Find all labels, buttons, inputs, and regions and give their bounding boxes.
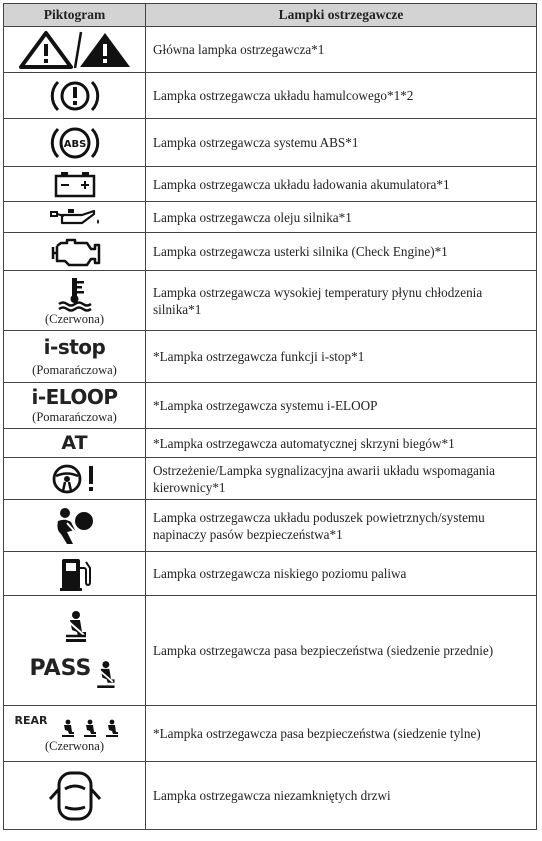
table-row [4, 500, 537, 552]
table-row [4, 202, 537, 233]
coolant-temperature-icon [55, 276, 95, 312]
table-row [4, 271, 537, 331]
pictogram-cell [4, 27, 146, 73]
color-caption: (Czerwona) [45, 311, 104, 326]
color-caption: (Pomarańczowa) [32, 410, 117, 424]
rear-seatbelt-icon [59, 719, 123, 737]
rear-icon-label: REAR [14, 713, 48, 727]
fuel-pump-icon [58, 556, 92, 592]
brake-warning-icon [48, 77, 102, 115]
airbag-icon [53, 506, 97, 546]
description-cell: *Lampka ostrzegawcza funkcji i-stop*1 [146, 331, 537, 383]
at-icon: AT [61, 431, 88, 454]
table-row [4, 429, 537, 458]
pictogram-cell [4, 331, 146, 383]
description-cell: *Lampka ostrzegawcza systemu i-ELOOP [146, 383, 537, 429]
color-caption: (Pomarańczowa) [32, 362, 117, 377]
table-row [4, 383, 537, 429]
warning-lights-table [3, 3, 537, 830]
description-cell: Lampka ostrzegawcza wysokiej temperatury płynu chłodzenia silnika*1 [146, 271, 537, 331]
color-caption: (Czerwona) [45, 738, 104, 753]
table-row [4, 119, 537, 167]
pictogram-cell [4, 500, 146, 552]
pictogram-cell [4, 429, 146, 458]
description-cell: Lampka ostrzegawcza układu ładowania akumulatora*1 [146, 167, 537, 202]
oil-can-icon [48, 206, 102, 228]
description-cell: Lampka ostrzegawcza układu poduszek powietrznych/systemu napinaczy pasów bezpieczeństwa*1 [146, 500, 537, 552]
table-row [4, 27, 537, 73]
pictogram-cell [4, 552, 146, 596]
check-engine-icon [47, 237, 103, 267]
header-warning-lights: Lampki ostrzegawcze [146, 4, 537, 27]
description-cell: Lampka ostrzegawcza niskiego poziomu paliwa [146, 552, 537, 596]
header-pictogram: Piktogram [4, 4, 146, 27]
table-row [4, 233, 537, 271]
i-eloop-icon: i-ELOOP [31, 385, 118, 409]
abs-icon-label: ABS [63, 138, 86, 150]
table-row [4, 73, 537, 119]
door-ajar-icon [47, 769, 103, 823]
description-cell: *Lampka ostrzegawcza automatycznej skrzyni biegów*1 [146, 429, 537, 458]
seatbelt-icon [60, 610, 90, 644]
description-cell: Lampka ostrzegawcza układu hamulcowego*1*2 [146, 73, 537, 119]
pictogram-cell [4, 706, 146, 762]
table-row [4, 167, 537, 202]
table-row [4, 552, 537, 596]
battery-icon [53, 170, 97, 198]
pictogram-cell [4, 271, 146, 331]
table-row [4, 762, 537, 830]
pictogram-cell [4, 762, 146, 830]
passenger-seatbelt-icon [92, 660, 118, 690]
abs-icon [48, 123, 102, 163]
pictogram-cell [4, 458, 146, 500]
description-cell: Ostrzeżenie/Lampka sygnalizacyjna awarii układu wspomagania kierownicy*1 [146, 458, 537, 500]
pictogram-cell [4, 383, 146, 429]
steering-warning-icon [50, 463, 100, 495]
pass-icon-label: PASS [29, 655, 92, 681]
pictogram-cell [4, 167, 146, 202]
table-row [4, 458, 537, 500]
description-cell: Lampka ostrzegawcza niezamkniętych drzwi [146, 762, 537, 830]
table-row [4, 706, 537, 762]
pictogram-cell [4, 119, 146, 167]
description-cell: Lampka ostrzegawcza usterki silnika (Check Engine)*1 [146, 233, 537, 271]
description-cell: Lampka ostrzegawcza pasa bezpieczeństwa (siedzenie przednie) [146, 596, 537, 706]
pictogram-cell [4, 596, 146, 706]
i-stop-icon: i-stop [43, 334, 106, 359]
description-cell: Lampka ostrzegawcza systemu ABS*1 [146, 119, 537, 167]
description-cell: *Lampka ostrzegawcza pasa bezpieczeństwa (siedzenie tylne) [146, 706, 537, 762]
table-header-row [4, 4, 537, 27]
pictogram-cell [4, 202, 146, 233]
description-cell: Lampka ostrzegawcza oleju silnika*1 [146, 202, 537, 233]
description-cell: Główna lampka ostrzegawcza*1 [146, 27, 537, 73]
table-row [4, 596, 537, 706]
triangle-warning-icon [19, 30, 131, 70]
pictogram-cell [4, 73, 146, 119]
table-row [4, 331, 537, 383]
pictogram-cell [4, 233, 146, 271]
